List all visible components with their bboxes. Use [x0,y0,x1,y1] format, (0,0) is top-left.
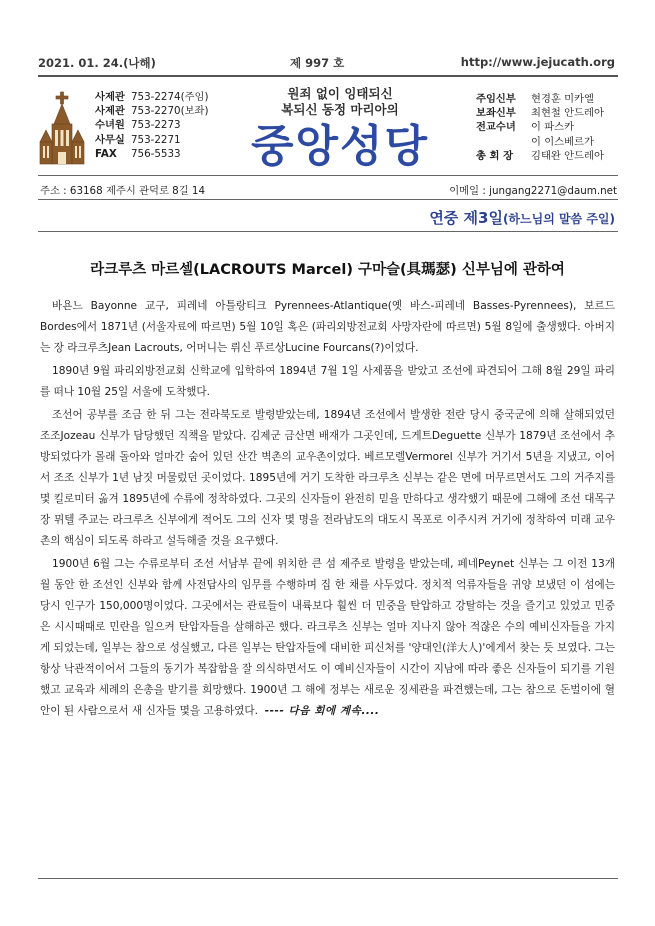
contact-value: 753-2273 [131,119,181,132]
contact-value: 753-2271 [131,133,181,146]
parish-title: 중앙성당 [250,121,429,172]
staff-row [476,135,604,149]
contact-label: FAX [95,147,117,160]
contact-label: 사무실 [95,133,125,146]
article-title: 라크루츠 마르셀(LACROUTS Marcel) 구마슬(具瑪瑟) 신부님에 관하여 [90,262,565,278]
continued-note: ---- 다음 회에 계속.... [264,705,380,717]
staff-row [476,92,604,106]
contact-row [95,90,209,104]
contact-label: 사제관 [95,91,125,103]
staff-list [476,92,604,163]
contact-row [95,133,209,147]
article-paragraph: 조선어 공부를 조금 한 뒤 그는 전라북도로 발령받았는데, 1894년 조선에서 발생한 전란 당시 중국군에 의해 살해되었던 조조Jozeau 신부가 담당했던 직책을 맡았다. 김제군 금산면 배재가 그곳인데, 드게트Deguette 신부가 1879년 조선에서 추방되었다가 몰래 돌아와 얼마간 숨어 있던 산간 벽촌의 교우촌이었다. 베르모렐Vermorel 신부가 거기서 5년을 지냈고, 이어서 조조 신부가 1년 남짓 머물렀던 곳이었다. 1895년에 거기 도착한 라크루츠 신부는 같은 면에 머무르면서도 그의 거주지를 몇 킬로미터 옮겨 1895년에 수류에 정착하였다. 그곳의 신자들이 완전히 믿을 만하다고 생각했기 때문에 그해에 조선 대목구장 뮈텔 주교는 라크루츠 신부에게 적어도 그의 신자 몇 명을 전라남도의 대도시 목포로 이주시켜 거기에 정착하여 미래 교우촌의 핵심이 되도록 하라고 설득해줄 것을 요구했다. [40,409,615,547]
article-paragraph [40,554,615,722]
header-divider [38,175,618,176]
staff-name: 현경훈 미카엘 [531,93,594,105]
staff-row [476,106,604,120]
staff-name: 이 이스베르가 [531,135,594,148]
address-divider [38,199,618,200]
address: 주소 : 63168 제주시 관덕로 8길 14 [40,185,206,197]
contact-value: 753-2274(주임) [131,91,209,103]
staff-role: 총 회 장 [476,149,514,162]
issue-number: 제 997 호 [290,56,345,70]
liturgical-day-sub: (하느님의 말씀 주일) [502,212,615,226]
subtitle-line-1: 원죄 없이 잉태되신 [287,86,393,101]
staff-name: 김태완 안드레아 [531,149,604,162]
staff-name: 최현철 안드레아 [531,107,604,120]
contact-row [95,147,209,161]
footer-divider [38,878,618,879]
staff-row [476,149,604,163]
issue-date: 2021. 01. 24.(나해) [38,56,156,70]
article-paragraph: 1890년 9월 파리외방전교회 신학교에 입학하여 1894년 7월 1일 사제품을 받았고 조선에 파견되어 그해 8월 29일 파리를 떠나 10월 25일 서울에 도착했다. [40,365,615,398]
staff-role: 전교수녀 [476,121,516,134]
contact-label: 사제관 [95,105,125,118]
staff-role [476,135,531,149]
staff-role: 보좌신부 [476,107,516,120]
contact-row [95,118,209,132]
website-link[interactable]: http://www.jejucath.org [460,55,615,69]
contact-row [95,104,209,118]
liturgical-day [429,207,615,228]
top-divider [38,75,618,77]
church-icon [36,90,88,166]
contact-list [95,90,209,161]
article-paragraph: 바욘느 Bayonne 교구, 피레네 아틀랑티크 Pyrennees-Atlantique(옛 바스-피레네 Basses-Pyrennees), 보르드 Bordes에서 1871년 (서울자료에 따르면) 5월 10일 혹은 (파리외방전교회 사망자란에 따르면) 5월 8일에 출생했다. 아버지는 장 라크루츠Jean Lacrouts, 어머니는 뤼신 푸르상Lucine Fourcans(?)이었다. [40,300,615,354]
paragraph-text: 1900년 6월 그는 수류로부터 조선 서남부 끝에 위치한 큰 섬 제주로 발령을 받았는데, 페네Peynet 신부는 그 이전 13개월 동안 한 조선인 신부와 함께 사전답사의 임무를 수행하며 집 한 채를 사두었다. 정치적 억류자들을 귀양 보냈던 이 섬에는 당시 인구가 150,000명이었다. 그곳에서는 관료들이 내륙보다 훨씬 더 민중을 탄압하고 강탈하는 것을 즐기고 있었고 민중은 시시때때로 민란을 일으켜 탄압자들을 살해하곤 했다. 라크루츠 신부는 얼마 지나지 않아 적잖은 수의 예비신자들을 가지게 되었는데, 일부는 참으로 성실했고, 다른 일부는 탄압자들에 대비한 피신처를 '양대인(洋大人)'에게서 찾는 듯 보였다. 그는 항상 낙관적이어서 그들의 동기가 복잡함을 잘 의식하면서도 이 예비신자들이 시간이 지남에 따라 좋은 신자들이 되기를 기원했고 교육과 세례의 은총을 받기를 희망했다. 1900년 그 해에 정부는 새로운 징세관을 파견했는데, 그는 참으로 돈벌이에 혈안이 된 사람으로서 새 신자들 몇을 고용하였다. [40,558,615,717]
staff-name: 이 파스카 [531,121,575,134]
sunday-divider [38,231,618,232]
staff-role: 주임신부 [476,93,516,105]
subtitle-line-2: 복되신 동정 마리아의 [281,102,399,117]
email-link[interactable]: 이메일 : jungang2271@daum.net [449,185,617,197]
staff-row [476,120,604,134]
contact-value: 753-2270(보좌) [131,105,209,118]
contact-value: 756-5533 [131,147,181,160]
contact-label: 수녀원 [95,119,125,132]
liturgical-day-main: 연중 제3일 [429,209,503,227]
article-body [40,296,615,724]
